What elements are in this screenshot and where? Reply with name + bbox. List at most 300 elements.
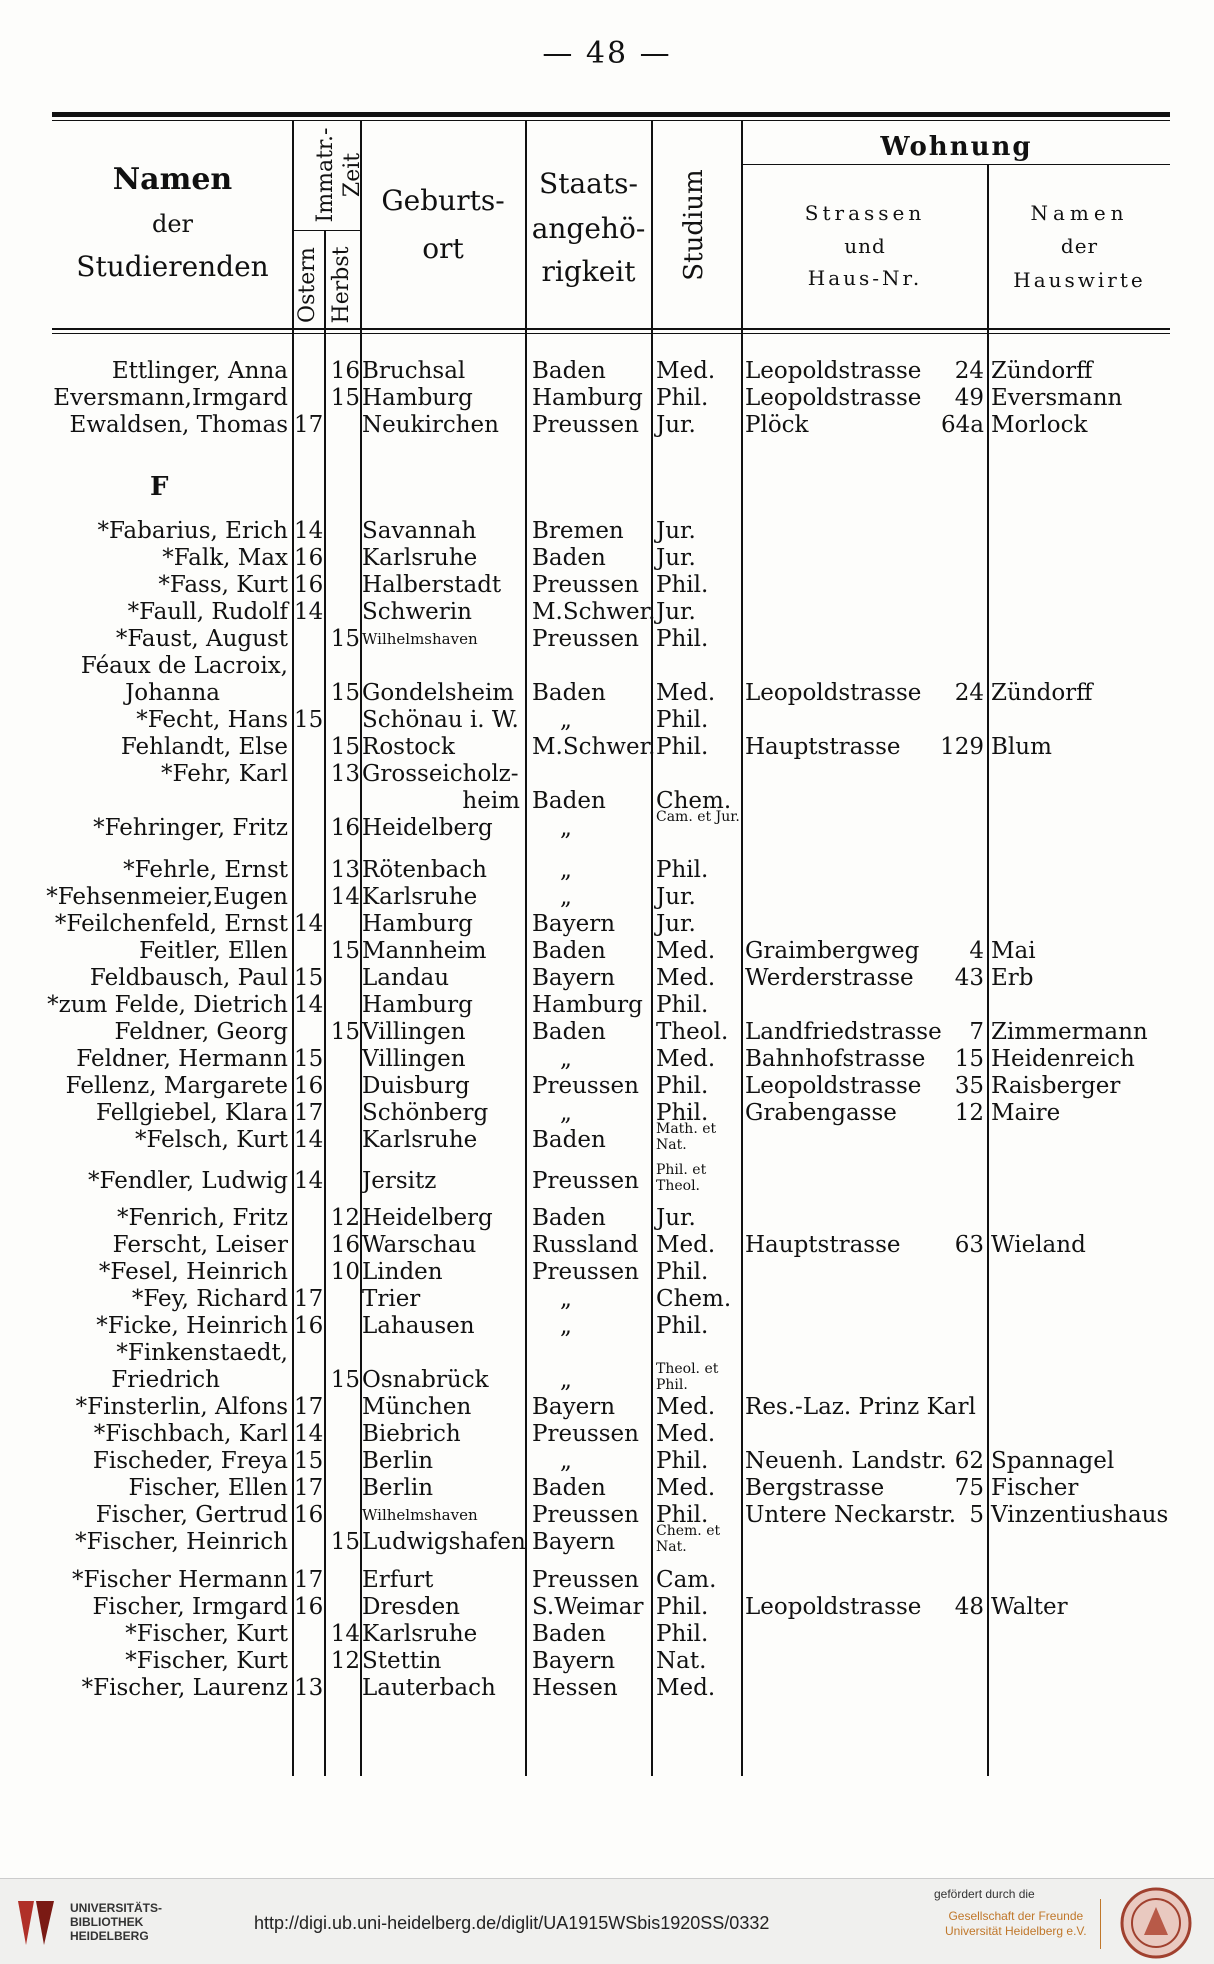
- table-row: [0, 1019, 1214, 1046]
- cell-name: *Fecht, Hans: [136, 707, 288, 733]
- cell-herbst: 16: [330, 358, 360, 384]
- cell-strasse: Bergstrasse: [745, 1475, 885, 1501]
- cell-studium: Jur.: [656, 412, 696, 438]
- cell-name: *Faust, August: [115, 626, 288, 652]
- header-zeit: Zeit: [340, 152, 365, 198]
- cell-ostern: 14: [294, 1421, 324, 1447]
- cell-herbst: 15: [330, 734, 360, 760]
- cell-staat: Baden: [532, 938, 606, 964]
- cell-studium: Phil.: [656, 1621, 709, 1647]
- cell-strasse: Graimbergweg: [745, 938, 920, 964]
- cell-name: *Fass, Kurt: [158, 572, 288, 598]
- cell-staat: Baden: [532, 1019, 606, 1045]
- cell-geburtsort: Landau: [362, 965, 450, 991]
- university-library-logo-icon: [14, 1897, 58, 1949]
- cell-studium: Cam.: [656, 1567, 717, 1593]
- cell-studium: Jur.: [656, 599, 696, 625]
- cell-geburtsort: Villingen: [362, 1046, 466, 1072]
- cell-strasse: Hauptstrasse: [745, 1232, 901, 1258]
- cell-name: *Felsch, Kurt: [134, 1127, 288, 1153]
- header-der: der: [151, 210, 194, 238]
- cell-ostern: 15: [294, 965, 324, 991]
- cell-strasse: Bahnhofstrasse: [745, 1046, 926, 1072]
- table-row: [0, 1340, 1214, 1367]
- cell-ostern: 17: [294, 412, 324, 438]
- cell-name: Feldner, Hermann: [76, 1046, 288, 1072]
- cell-staat: „: [560, 815, 572, 841]
- table-row: [0, 1313, 1214, 1340]
- table-row: [0, 1259, 1214, 1286]
- cell-nr: 48: [954, 1594, 984, 1620]
- cell-geburtsort: Heidelberg: [362, 815, 493, 841]
- cell-wirt: Walter: [991, 1594, 1068, 1620]
- cell-studium: Theol. et Phil.: [656, 1361, 719, 1393]
- cell-staat: Baden: [532, 358, 606, 384]
- table-row: [0, 809, 1214, 842]
- cell-studium: Med.: [656, 965, 716, 991]
- cell-herbst: 14: [330, 1621, 360, 1647]
- cell-name: Ewaldsen, Thomas: [69, 412, 288, 438]
- header-rule-1: [52, 328, 1170, 330]
- university-seal-icon: [1120, 1887, 1192, 1959]
- header-namen-wirt: Namen: [1030, 201, 1129, 225]
- cell-name: Feitler, Ellen: [139, 938, 288, 964]
- cell-staat: „: [560, 1100, 572, 1126]
- cell-staat: Bayern: [532, 1394, 616, 1420]
- cell-herbst: 15: [330, 1019, 360, 1045]
- cell-name: *Fehr, Karl: [161, 761, 288, 787]
- table-row: [0, 680, 1214, 707]
- cell-nr: 129: [940, 734, 984, 760]
- table-row: [0, 992, 1214, 1019]
- cell-strasse: Untere Neckarstr.: [745, 1502, 957, 1528]
- table-row: [0, 1046, 1214, 1073]
- cell-studium: Phil.: [656, 1502, 709, 1528]
- cell-studium: Phil.: [656, 1313, 709, 1339]
- cell-herbst: 15: [330, 626, 360, 652]
- cell-geburtsort: Savannah: [362, 518, 477, 544]
- table-row: [0, 518, 1214, 545]
- cell-wirt: Blum: [991, 734, 1052, 760]
- cell-name: *Finkenstaedt,: [116, 1340, 288, 1366]
- cell-studium: Phil.: [656, 1100, 709, 1126]
- footer-bar: [0, 1878, 1214, 1964]
- cell-nr: 4: [969, 938, 984, 964]
- table-row: [0, 1621, 1214, 1648]
- cell-herbst: 13: [330, 761, 360, 787]
- table-row: [0, 965, 1214, 992]
- cell-staat: Baden: [532, 788, 606, 814]
- cell-name: Fellgiebel, Klara: [96, 1100, 288, 1126]
- cell-geburtsort: Karlsruhe: [362, 1621, 478, 1647]
- cell-studium: Jur.: [656, 545, 696, 571]
- cell-name: *Ficke, Heinrich: [96, 1313, 288, 1339]
- cell-herbst: 14: [330, 884, 360, 910]
- cell-staat: „: [560, 1286, 572, 1312]
- cell-geburtsort: Biebrich: [362, 1421, 461, 1447]
- cell-name: Friedrich: [111, 1367, 220, 1393]
- cell-studium: Jur.: [656, 911, 696, 937]
- cell-staat: „: [560, 1046, 572, 1072]
- header-geburts: Geburts-: [381, 184, 505, 217]
- cell-ostern: 14: [294, 911, 324, 937]
- cell-name: Fellenz, Margarete: [65, 1073, 288, 1099]
- cell-staat: Baden: [532, 1621, 606, 1647]
- library-name: UNIVERSITÄTS- BIBLIOTHEK HEIDELBERG: [70, 1901, 163, 1943]
- cell-name: *Fischer, Heinrich: [75, 1529, 288, 1555]
- cell-herbst: 15: [330, 1367, 360, 1393]
- cell-studium: Med.: [656, 1475, 716, 1501]
- cell-studium: Chem. et Nat.: [656, 1523, 721, 1555]
- cell-geburtsort: Hamburg: [362, 385, 473, 411]
- cell-geburtsort: Berlin: [362, 1475, 434, 1501]
- cell-strasse: Res.-Laz. Prinz Karl: [745, 1394, 976, 1420]
- cell-studium: Phil.: [656, 572, 709, 598]
- cell-geburtsort: Mannheim: [362, 938, 487, 964]
- cell-staat: Preussen: [532, 626, 639, 652]
- cell-herbst: 16: [330, 815, 360, 841]
- table-row: [0, 599, 1214, 626]
- table-row: [0, 545, 1214, 572]
- footer-divider: [1100, 1899, 1101, 1949]
- header-herbst: Herbst: [329, 246, 354, 324]
- table-row: [0, 653, 1214, 680]
- cell-name: Fehlandt, Else: [120, 734, 288, 760]
- cell-staat: Baden: [532, 680, 606, 706]
- top-rule-thin: [52, 120, 1170, 121]
- cell-geburtsort: Karlsruhe: [362, 545, 478, 571]
- table-row: [0, 1394, 1214, 1421]
- cell-name: *Fischer, Kurt: [125, 1621, 288, 1647]
- cell-geburtsort: Osnabrück: [362, 1367, 489, 1393]
- cell-name: *Fischer Hermann: [71, 1567, 288, 1593]
- table-row: [0, 1205, 1214, 1232]
- cell-herbst: 16: [330, 1232, 360, 1258]
- cell-staat: Bayern: [532, 911, 616, 937]
- cell-staat: Baden: [532, 1475, 606, 1501]
- cell-nr: 24: [954, 680, 984, 706]
- cell-staat: „: [560, 1448, 572, 1474]
- cell-studium: Phil.: [656, 857, 709, 883]
- cell-studium: Phil.: [656, 1594, 709, 1620]
- header-namen: Namen: [112, 162, 233, 197]
- cell-strasse: Landfriedstrasse: [745, 1019, 942, 1045]
- header-der-wirt: der: [1060, 234, 1099, 258]
- cell-staat: Preussen: [532, 1073, 639, 1099]
- cell-geburtsort: Jersitz: [362, 1168, 437, 1194]
- cell-strasse: Leopoldstrasse: [745, 680, 922, 706]
- cell-geburtsort: Villingen: [362, 1019, 466, 1045]
- cell-staat: Hessen: [532, 1675, 618, 1701]
- cell-geburtsort: Neukirchen: [362, 412, 499, 438]
- cell-nr: 49: [954, 385, 984, 411]
- top-rule-thick: [52, 112, 1170, 117]
- cell-staat: Bayern: [532, 965, 616, 991]
- table-row: [0, 1100, 1214, 1127]
- header-rule-2: [52, 333, 1170, 334]
- table-row: [0, 761, 1214, 788]
- cell-herbst: 15: [330, 1529, 360, 1555]
- cell-studium: Phil.: [656, 707, 709, 733]
- cell-studium: Med.: [656, 1232, 716, 1258]
- cell-staat: „: [560, 1313, 572, 1339]
- cell-studium: Theol.: [656, 1019, 729, 1045]
- cell-ostern: 14: [294, 1168, 324, 1194]
- cell-studium: Phil.: [656, 1259, 709, 1285]
- cell-geburtsort: Hamburg: [362, 911, 473, 937]
- cell-name: Feldbausch, Paul: [89, 965, 288, 991]
- cell-studium: Med.: [656, 1046, 716, 1072]
- cell-staat: Baden: [532, 1205, 606, 1231]
- table-row: [0, 1502, 1214, 1529]
- cell-staat: Preussen: [532, 412, 639, 438]
- cell-strasse: Leopoldstrasse: [745, 358, 922, 384]
- cell-studium: Phil.: [656, 1073, 709, 1099]
- table-row: [0, 1594, 1214, 1621]
- cell-studium: Med.: [656, 938, 716, 964]
- table-row: [0, 572, 1214, 599]
- cell-studium: Med.: [656, 680, 716, 706]
- cell-ostern: 17: [294, 1286, 324, 1312]
- table-row: [0, 1232, 1214, 1259]
- funded-by: gefördert durch die: [934, 1887, 1035, 1901]
- cell-geburtsort: Schwerin: [362, 599, 472, 625]
- cell-ostern: 16: [294, 572, 324, 598]
- cell-ostern: 14: [294, 992, 324, 1018]
- cell-ostern: 16: [294, 1313, 324, 1339]
- cell-name: *Fischer, Kurt: [125, 1648, 288, 1674]
- cell-geburtsort: heim: [462, 788, 520, 814]
- cell-herbst: 15: [330, 385, 360, 411]
- cell-name: Fischeder, Freya: [92, 1448, 288, 1474]
- cell-ostern: 15: [294, 707, 324, 733]
- table-row: [0, 1286, 1214, 1313]
- header-ort: ort: [422, 232, 464, 265]
- table-row: [0, 1523, 1214, 1556]
- cell-studium: Chem.: [656, 788, 732, 814]
- header-strassen: Strassen: [804, 201, 926, 225]
- cell-staat: Russland: [532, 1232, 639, 1258]
- cell-ostern: 16: [294, 1502, 324, 1528]
- cell-wirt: Mai: [991, 938, 1036, 964]
- header-staats: Staats-: [539, 167, 638, 200]
- cell-nr: 24: [954, 358, 984, 384]
- header-hausnr: Haus-Nr.: [807, 266, 923, 290]
- cell-name: *zum Felde, Dietrich: [47, 992, 288, 1018]
- cell-staat: Preussen: [532, 572, 639, 598]
- cell-geburtsort: Schönberg: [362, 1100, 489, 1126]
- cell-geburtsort: Stettin: [362, 1648, 442, 1674]
- cell-geburtsort: Dresden: [362, 1594, 460, 1620]
- cell-nr: 75: [954, 1475, 984, 1501]
- cell-geburtsort: Lahausen: [362, 1313, 475, 1339]
- cell-name: *Fesel, Heinrich: [98, 1259, 288, 1285]
- cell-strasse: Plöck: [745, 412, 809, 438]
- cell-wirt: Maire: [991, 1100, 1061, 1126]
- cell-studium: Phil.: [656, 626, 709, 652]
- table-row: [0, 788, 1214, 815]
- cell-studium: Phil.: [656, 385, 709, 411]
- cell-staat: „: [560, 857, 572, 883]
- cell-studium: Med.: [656, 1675, 716, 1701]
- header-rigkeit: rigkeit: [541, 255, 636, 288]
- cell-geburtsort: Berlin: [362, 1448, 434, 1474]
- cell-staat: Hamburg: [532, 992, 643, 1018]
- cell-name: Fischer, Ellen: [128, 1475, 288, 1501]
- table-row: [0, 1121, 1214, 1154]
- cell-nr: 35: [954, 1073, 984, 1099]
- table-row: [0, 911, 1214, 938]
- cell-wirt: Raisberger: [991, 1073, 1121, 1099]
- table-row: [0, 626, 1214, 653]
- cell-name: Eversmann,Irmgard: [53, 385, 288, 411]
- cell-geburtsort: Gondelsheim: [362, 680, 515, 706]
- cell-name: Johanna: [125, 680, 220, 706]
- cell-wirt: Fischer: [991, 1475, 1079, 1501]
- cell-ostern: 13: [294, 1675, 324, 1701]
- table-row: [0, 884, 1214, 911]
- cell-ostern: 15: [294, 1448, 324, 1474]
- header-ostern: Ostern: [295, 247, 320, 323]
- cell-studium: Phil.: [656, 992, 709, 1018]
- header-hauswirte: Hauswirte: [1013, 268, 1146, 292]
- cell-name: Ferscht, Leiser: [112, 1232, 288, 1258]
- cell-nr: 62: [954, 1448, 984, 1474]
- section-letter: F: [150, 472, 169, 502]
- cell-geburtsort: Linden: [362, 1259, 443, 1285]
- cell-wirt: Zimmermann: [991, 1019, 1148, 1045]
- cell-name: *Fenrich, Fritz: [117, 1205, 288, 1231]
- cell-ostern: 14: [294, 518, 324, 544]
- cell-geburtsort: Schönau i. W.: [362, 707, 519, 733]
- cell-nr: 43: [954, 965, 984, 991]
- cell-studium: Cam. et Jur.: [656, 809, 740, 825]
- cell-wirt: Heidenreich: [991, 1046, 1135, 1072]
- cell-nr: 7: [969, 1019, 984, 1045]
- society-name: Gesellschaft der Freunde Universität Heidelberg e.V.: [945, 1909, 1087, 1938]
- cell-ostern: 16: [294, 1594, 324, 1620]
- table-row: [0, 1361, 1214, 1394]
- cell-name: Fischer, Gertrud: [95, 1502, 288, 1528]
- cell-staat: S.Weimar: [532, 1594, 644, 1620]
- cell-geburtsort: Grosseicholz-: [362, 761, 519, 787]
- header-studium: Studium: [679, 169, 709, 281]
- cell-studium: Jur.: [656, 1205, 696, 1231]
- cell-staat: „: [560, 1367, 572, 1393]
- cell-studium: Phil. et Theol.: [656, 1162, 707, 1194]
- table-row: [0, 1162, 1214, 1195]
- cell-nr: 12: [954, 1100, 984, 1126]
- cell-name: Fischer, Irmgard: [92, 1594, 288, 1620]
- cell-ostern: 17: [294, 1394, 324, 1420]
- cell-strasse: Hauptstrasse: [745, 734, 901, 760]
- cell-geburtsort: Duisburg: [362, 1073, 470, 1099]
- cell-geburtsort: Karlsruhe: [362, 1127, 478, 1153]
- cell-name: Féaux de Lacroix,: [80, 653, 288, 679]
- cell-name: *Fischer, Laurenz: [81, 1675, 288, 1701]
- cell-strasse: Leopoldstrasse: [745, 1594, 922, 1620]
- cell-studium: Med.: [656, 358, 716, 384]
- cell-name: *Fehrle, Ernst: [123, 857, 288, 883]
- cell-wirt: Wieland: [991, 1232, 1086, 1258]
- cell-name: *Faull, Rudolf: [127, 599, 288, 625]
- cell-studium: Nat.: [656, 1648, 707, 1674]
- cell-studium: Math. et Nat.: [656, 1121, 717, 1153]
- cell-geburtsort: Rötenbach: [362, 857, 487, 883]
- header-angehoe: angehö-: [531, 212, 646, 245]
- cell-staat: Preussen: [532, 1502, 639, 1528]
- cell-name: *Fischbach, Karl: [93, 1421, 288, 1447]
- cell-strasse: Werderstrasse: [745, 965, 914, 991]
- cell-wirt: Eversmann: [991, 385, 1123, 411]
- cell-wirt: Spannagel: [991, 1448, 1115, 1474]
- cell-nr: 63: [954, 1232, 984, 1258]
- cell-name: *Fabarius, Erich: [97, 518, 288, 544]
- cell-herbst: 10: [330, 1259, 360, 1285]
- cell-staat: Hamburg: [532, 385, 643, 411]
- cell-staat: Preussen: [532, 1168, 639, 1194]
- cell-ostern: 17: [294, 1475, 324, 1501]
- cell-studium: Jur.: [656, 884, 696, 910]
- cell-geburtsort: Halberstadt: [362, 572, 502, 598]
- cell-ostern: 16: [294, 1073, 324, 1099]
- table-row: [0, 1648, 1214, 1675]
- cell-strasse: Leopoldstrasse: [745, 385, 922, 411]
- cell-geburtsort: Ludwigshafen: [362, 1529, 526, 1555]
- cell-geburtsort: Lauterbach: [362, 1675, 496, 1701]
- cell-herbst: 13: [330, 857, 360, 883]
- cell-staat: Baden: [532, 1127, 606, 1153]
- cell-wirt: Zündorff: [991, 680, 1093, 706]
- cell-staat: Baden: [532, 545, 606, 571]
- cell-nr: 5: [969, 1502, 984, 1528]
- cell-name: Ettlinger, Anna: [111, 358, 288, 384]
- source-url[interactable]: http://digi.ub.uni-heidelberg.de/diglit/UA1915WSbis1920SS/0332: [254, 1913, 770, 1933]
- cell-staat: Preussen: [532, 1259, 639, 1285]
- cell-geburtsort: Karlsruhe: [362, 884, 478, 910]
- cell-staat: „: [560, 884, 572, 910]
- header-immatr: Immatr.-: [313, 127, 338, 223]
- cell-studium: Jur.: [656, 518, 696, 544]
- header-studierenden: Studierenden: [76, 250, 269, 283]
- cell-herbst: 15: [330, 938, 360, 964]
- cell-staat: M.Schwer.: [532, 599, 656, 625]
- cell-nr: 15: [954, 1046, 984, 1072]
- cell-geburtsort: Trier: [362, 1286, 421, 1312]
- cell-geburtsort: Wilhelmshaven: [362, 630, 478, 648]
- cell-wirt: Vinzentiushaus: [991, 1502, 1169, 1528]
- cell-ostern: 16: [294, 545, 324, 571]
- cell-ostern: 14: [294, 1127, 324, 1153]
- cell-name: *Fendler, Ludwig: [88, 1168, 288, 1194]
- cell-geburtsort: Bruchsal: [362, 358, 466, 384]
- table-row: [0, 1475, 1214, 1502]
- table-row: [0, 358, 1214, 385]
- cell-ostern: 15: [294, 1046, 324, 1072]
- cell-herbst: 12: [330, 1205, 360, 1231]
- cell-geburtsort: Heidelberg: [362, 1205, 493, 1231]
- cell-name: *Falk, Max: [162, 545, 288, 571]
- table-row: [0, 412, 1214, 439]
- cell-strasse: Grabengasse: [745, 1100, 897, 1126]
- cell-geburtsort: Hamburg: [362, 992, 473, 1018]
- cell-name: *Fehsenmeier,Eugen: [46, 884, 288, 910]
- table-row: [0, 1448, 1214, 1475]
- cell-ostern: 17: [294, 1100, 324, 1126]
- cell-ostern: 14: [294, 599, 324, 625]
- cell-geburtsort: Erfurt: [362, 1567, 434, 1593]
- cell-name: *Finsterlin, Alfons: [75, 1394, 288, 1420]
